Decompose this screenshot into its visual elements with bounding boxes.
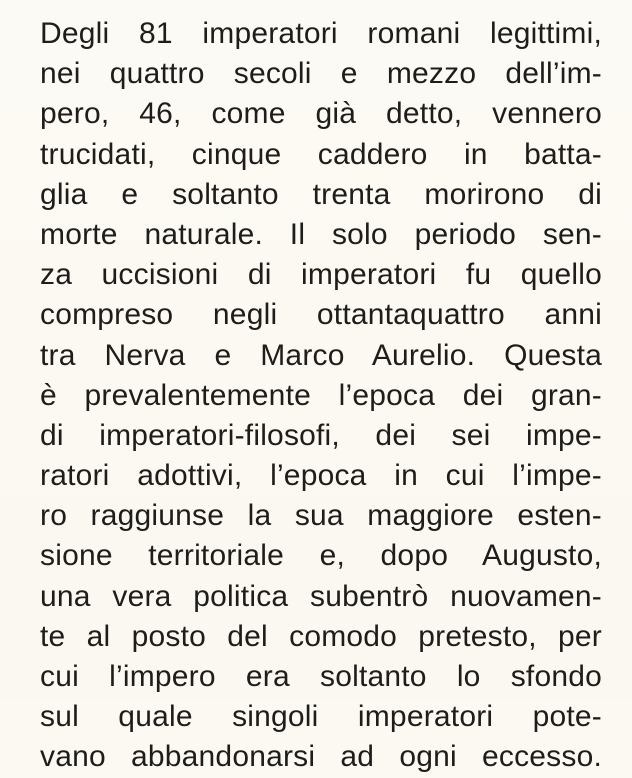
text-line: ro raggiunse la sua maggiore esten- — [40, 499, 602, 533]
text-line: glia e soltanto trenta morirono di — [40, 177, 602, 211]
text-line: za uccisioni di imperatori fu quello — [40, 258, 602, 292]
cropped-next-line — [40, 690, 600, 699]
text-line: morte naturale. Il solo periodo sen- — [40, 217, 602, 251]
text-line: trucidati, cinque caddero in batta- — [40, 137, 602, 171]
text-line: tra Nerva e Marco Aurelio. Questa — [40, 338, 602, 372]
text-line: di imperatori-filosofi, dei sei impe- — [40, 418, 602, 452]
text-line: sul quale singoli imperatori pote- — [40, 700, 602, 734]
text-column — [40, 14, 602, 778]
text-line: cui l’impero era soltanto lo sfondo — [40, 660, 602, 693]
text-line: vano abbandonarsi ad ogni eccesso. — [40, 740, 602, 774]
text-line: una vera politica subentrò nuovamen- — [40, 579, 602, 613]
text-line: ratori adottivi, l’epoca in cui l’impe- — [40, 459, 602, 493]
text-line: pero, 46, come già detto, vennero — [40, 97, 602, 131]
text-line: Degli 81 imperatori romani legittimi, — [40, 17, 602, 50]
text-line: è prevalentemente l’epoca dei gran- — [40, 378, 602, 412]
text-line: te al posto del comodo pretesto, per — [40, 619, 602, 653]
text-line: nei quattro secoli e mezzo dell’im- — [40, 57, 602, 91]
text-line: sione territoriale e, dopo Augusto, — [40, 539, 602, 573]
text-line: compreso negli ottantaquattro anni — [40, 298, 602, 332]
